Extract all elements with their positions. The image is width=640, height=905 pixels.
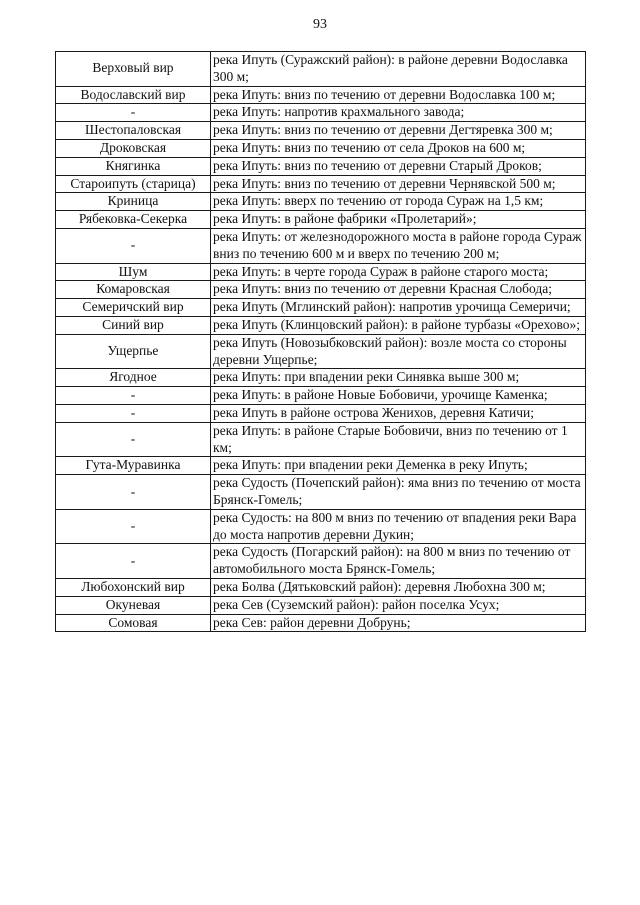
table-row <box>56 193 586 211</box>
water-body-name: Верховый вир <box>56 52 211 87</box>
water-body-name: Криница <box>56 193 211 211</box>
table-row <box>56 457 586 475</box>
location-description: река Ипуть (Клинцовский район): в районе турбазы «Орехово»; <box>211 316 586 334</box>
water-body-name: Дроковская <box>56 139 211 157</box>
location-description: река Ипуть: напротив крахмального завода; <box>211 104 586 122</box>
table-row <box>56 211 586 229</box>
water-body-name: Шум <box>56 263 211 281</box>
table-row <box>56 52 586 87</box>
location-description: река Ипуть: в районе Старые Бобовичи, вниз по течению от 1 км; <box>211 422 586 457</box>
water-body-name: Княгинка <box>56 157 211 175</box>
water-body-name: - <box>56 387 211 405</box>
water-body-name: - <box>56 475 211 510</box>
water-body-name: Ягодное <box>56 369 211 387</box>
table-row <box>56 334 586 369</box>
location-description: река Ипуть в районе острова Женихов, деревня Катичи; <box>211 404 586 422</box>
table-row <box>56 422 586 457</box>
water-body-name: Староипуть (старица) <box>56 175 211 193</box>
location-description: река Ипуть: от железнодорожного моста в районе города Сураж вниз по течению 600 м и вверх по течению 200 м; <box>211 228 586 263</box>
water-body-name: Окуневая <box>56 596 211 614</box>
water-body-name: Ущерпье <box>56 334 211 369</box>
table-row <box>56 509 586 544</box>
table-row <box>56 387 586 405</box>
table-row <box>56 369 586 387</box>
location-description: река Судость: на 800 м вниз по течению от впадения реки Вара до моста напротив деревни Дукин; <box>211 509 586 544</box>
water-body-name: Комаровская <box>56 281 211 299</box>
table-row <box>56 228 586 263</box>
location-description: река Судость (Почепский район): яма вниз по течению от моста Брянск-Гомель; <box>211 475 586 510</box>
table-row <box>56 139 586 157</box>
location-description: река Судость (Погарский район): на 800 м вниз по течению от автомобильного моста Брянск-Гомель; <box>211 544 586 579</box>
table-row <box>56 175 586 193</box>
water-body-name: - <box>56 422 211 457</box>
water-body-name: Водославский вир <box>56 86 211 104</box>
table-row <box>56 404 586 422</box>
table-row <box>56 281 586 299</box>
location-description: река Ипуть: в районе фабрики «Пролетарий»; <box>211 211 586 229</box>
water-body-name: - <box>56 228 211 263</box>
location-description: река Ипуть: в районе Новые Бобовичи, урочище Каменка; <box>211 387 586 405</box>
water-body-name: Шестопаловская <box>56 122 211 140</box>
table-row <box>56 86 586 104</box>
water-body-name: Гута-Муравинка <box>56 457 211 475</box>
water-body-name: - <box>56 404 211 422</box>
location-description: река Сев (Суземский район): район поселка Усух; <box>211 596 586 614</box>
location-description: река Ипуть: вниз по течению от деревни Красная Слобода; <box>211 281 586 299</box>
table-row <box>56 596 586 614</box>
water-body-name: - <box>56 544 211 579</box>
water-body-name: Рябековка-Секерка <box>56 211 211 229</box>
location-description: река Ипуть (Новозыбковский район): возле моста со стороны деревни Ущерпье; <box>211 334 586 369</box>
table-row <box>56 578 586 596</box>
page-number: 93 <box>313 17 327 32</box>
location-description: река Ипуть: вниз по течению от деревни Водославка 100 м; <box>211 86 586 104</box>
location-description: река Ипуть (Мглинский район): напротив урочища Семеричи; <box>211 299 586 317</box>
water-body-name: Синий вир <box>56 316 211 334</box>
table-row <box>56 122 586 140</box>
table-row <box>56 475 586 510</box>
table-row <box>56 614 586 632</box>
location-description: река Ипуть: вверх по течению от города Сураж на 1,5 км; <box>211 193 586 211</box>
table-row <box>56 299 586 317</box>
water-body-name: - <box>56 104 211 122</box>
table-row <box>56 104 586 122</box>
location-description: река Ипуть: при впадении реки Синявка выше 300 м; <box>211 369 586 387</box>
water-bodies-table <box>55 51 586 632</box>
table-row <box>56 316 586 334</box>
water-body-name: Любохонский вир <box>56 578 211 596</box>
location-description: река Ипуть: в черте города Сураж в районе старого моста; <box>211 263 586 281</box>
location-description: река Ипуть: вниз по течению от деревни Дегтяревка 300 м; <box>211 122 586 140</box>
location-description: река Ипуть: при впадении реки Деменка в реку Ипуть; <box>211 457 586 475</box>
water-body-name: Семеричский вир <box>56 299 211 317</box>
location-description: река Ипуть: вниз по течению от деревни Чернявской 500 м; <box>211 175 586 193</box>
water-body-name: Сомовая <box>56 614 211 632</box>
location-description: река Ипуть: вниз по течению от села Дроков на 600 м; <box>211 139 586 157</box>
table-body <box>56 52 586 632</box>
location-description: река Ипуть (Суражский район): в районе деревни Водославка 300 м; <box>211 52 586 87</box>
location-description: река Сев: район деревни Добрунь; <box>211 614 586 632</box>
water-body-name: - <box>56 509 211 544</box>
location-description: река Ипуть: вниз по течению от деревни Старый Дроков; <box>211 157 586 175</box>
table-row <box>56 263 586 281</box>
location-description: река Болва (Дятьковский район): деревня Любохна 300 м; <box>211 578 586 596</box>
table-row <box>56 157 586 175</box>
table-row <box>56 544 586 579</box>
